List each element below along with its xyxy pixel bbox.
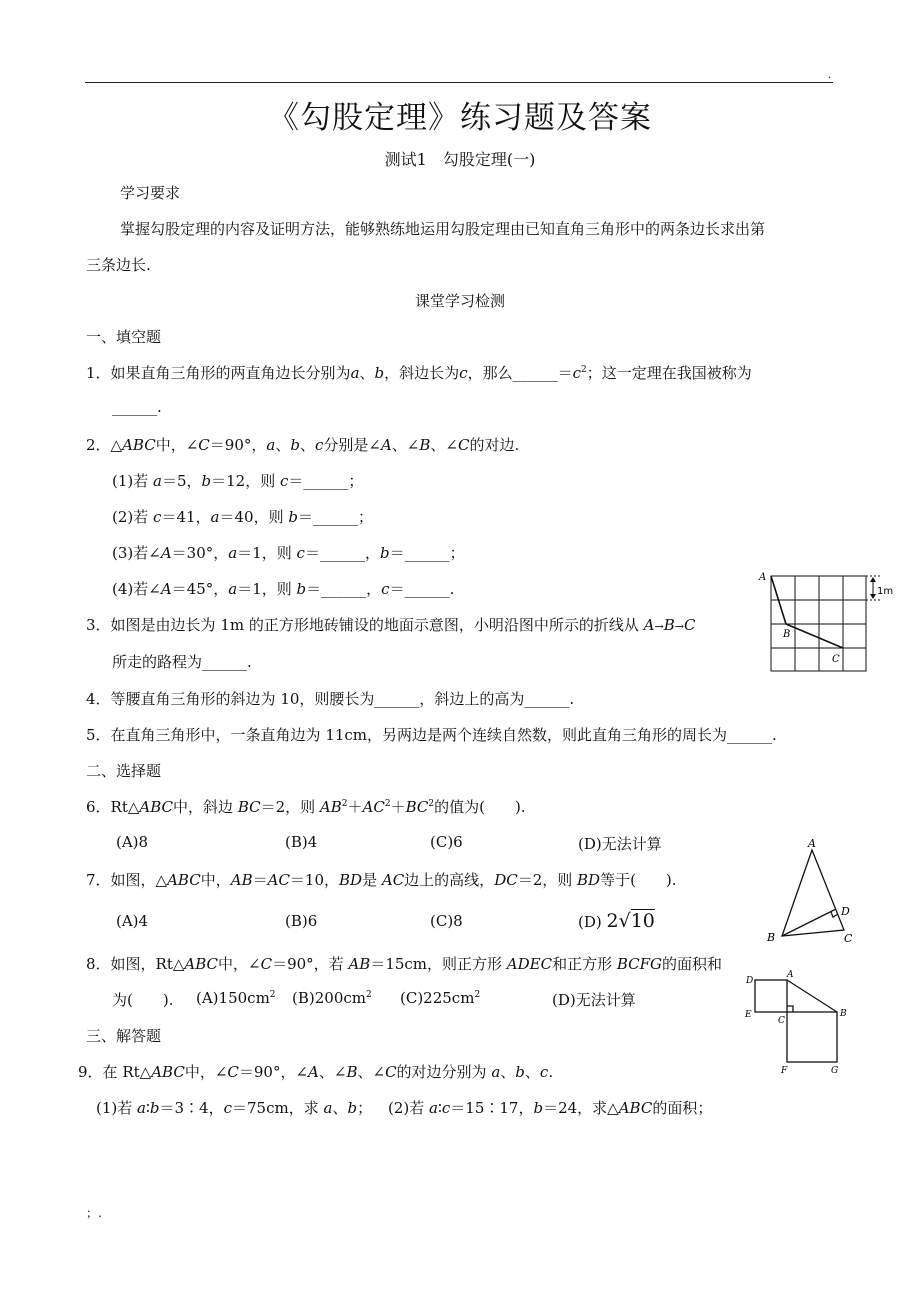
header-rule: [85, 82, 833, 83]
label-g: G: [831, 1066, 839, 1076]
q8-option-b: $(B)200cm^2$: [292, 989, 372, 1007]
question-8: 8．如图，Rt△ABC中，∠C＝90°，若 AB＝15cm，则正方形 ADEC和正方形 BCFG的面积和: [86, 955, 723, 973]
q7-option-a: (A)4: [116, 912, 149, 930]
question-2: 2．△ABC中，∠C＝90°，a、b、c分别是∠A、∠B、∠C的对边.: [86, 436, 520, 454]
q6-option-c: (C)6: [430, 833, 463, 851]
label-b: B: [783, 629, 791, 640]
question-1: 1．如果直角三角形的两直角边长分别为a、b，斜边长为c，那么$\_\_\_\_\_\_=c^2$；这一定理在我国被称为: [86, 364, 752, 382]
label-b: B: [767, 931, 776, 944]
question-1-blank: ______.: [112, 398, 162, 416]
q6-option-a: (A)8: [116, 833, 149, 851]
question-2-part-3: (3)若∠A＝30°，a＝1，则 c＝______，b＝______；: [112, 544, 465, 562]
question-8-line-2: 为( ).: [112, 991, 174, 1009]
footer-mark: ；.: [86, 1206, 102, 1220]
question-2-part-1: (1)若 a＝5，b＝12，则 c＝______；: [112, 472, 364, 490]
label-a: A: [759, 572, 767, 583]
label-d: D: [746, 976, 754, 986]
label-d: D: [841, 905, 850, 918]
question-4: 4．等腰直角三角形的斜边为 10，则腰长为______，斜边上的高为______.: [86, 690, 575, 708]
part1-heading: 一、填空题: [86, 328, 162, 346]
label-f: F: [781, 1066, 788, 1076]
label-a: A: [808, 837, 816, 850]
question-9: 9．在 Rt△ABC中，∠C＝90°，∠A、∠B、∠C的对边分别为 a、b、c.: [78, 1063, 554, 1081]
q6-option-b: (B)4: [285, 833, 318, 851]
q8-option-d: (D)无法计算: [552, 991, 636, 1009]
question-9-part-2: (2)若 a∶c＝15∶17，b＝24，求△ABC的面积；: [388, 1099, 713, 1117]
figure-squares: [740, 966, 855, 1078]
label-c: C: [832, 654, 840, 665]
requirements-heading: 学习要求: [120, 184, 181, 202]
label-c: C: [778, 1016, 785, 1026]
q7-option-d: (D) 2√10: [578, 910, 655, 932]
question-7: 7．如图，△ABC中，AB＝AC＝10，BD是 AC边上的高线，DC＝2，则 BD等于( ).: [86, 871, 677, 889]
label-a: A: [787, 970, 794, 980]
page-subtitle: 测试1 勾股定理(一): [384, 150, 536, 169]
question-2-part-4: (4)若∠A＝45°，a＝1，则 b＝______，c＝______.: [112, 580, 455, 598]
page-title: 《勾股定理》练习题及答案: [268, 100, 652, 136]
figure-floor-grid: [752, 566, 902, 676]
q8-option-c: $(C)225cm^2$: [400, 989, 481, 1007]
question-6: 6．Rt△ABC中，斜边 BC＝2，则 $AB^2+AC^2+BC^2$的值为( ).: [86, 798, 526, 816]
question-5: 5．在直角三角形中，一条直角边为 11cm，另两边是两个连续自然数，则此直角三角形的周长为______.: [86, 726, 777, 744]
header-dot: .: [828, 70, 832, 81]
q8-option-a: $(A)150cm^2$: [196, 989, 276, 1007]
label-c: C: [844, 932, 853, 945]
label-b: B: [840, 1009, 847, 1019]
requirements-text-2: 三条边长.: [86, 256, 151, 274]
section-title: 课堂学习检测: [414, 292, 505, 310]
label-e: E: [745, 1010, 752, 1020]
part2-heading: 二、选择题: [86, 762, 162, 780]
label-unit: 1m: [877, 586, 894, 597]
question-9-part-1: (1)若 a∶b＝3∶4，c＝75cm，求 a、b；: [96, 1099, 373, 1117]
part3-heading: 三、解答题: [86, 1027, 162, 1045]
q7-option-c: (C)8: [430, 912, 463, 930]
question-3: 3．如图是由边长为 1m 的正方形地砖铺设的地面示意图，小明沿图中所示的折线从 A→B→C: [86, 616, 696, 634]
figure-triangle-abc: [760, 836, 860, 948]
question-2-part-2: (2)若 c＝41，a＝40，则 b＝______；: [112, 508, 373, 526]
question-3-line-2: 所走的路程为______.: [112, 653, 252, 671]
q6-option-d: (D)无法计算: [578, 835, 662, 853]
q7-option-b: (B)6: [285, 912, 318, 930]
requirements-text-1: 掌握勾股定理的内容及证明方法，能够熟练地运用勾股定理由已知直角三角形中的两条边长求出第: [120, 220, 766, 238]
